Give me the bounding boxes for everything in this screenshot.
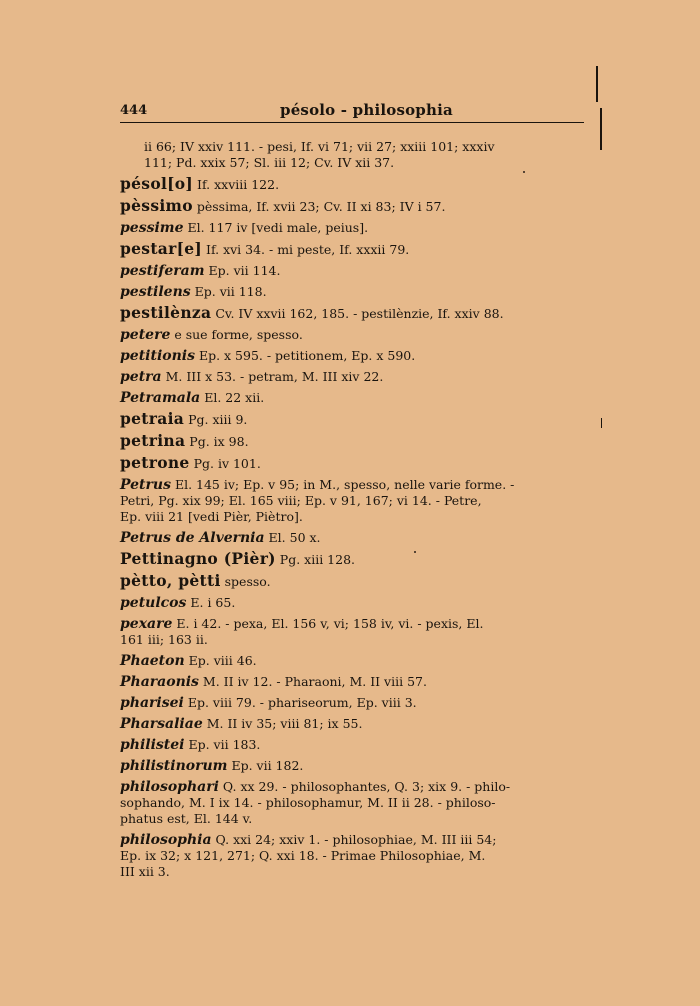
entry-text: Pg. ix 98. <box>185 434 249 449</box>
entry-text: Ep. viii 79. - phariseorum, Ep. viii 3. <box>183 695 417 710</box>
entry-line: Ep. viii 21 [vedi Pièr, Piètro]. <box>120 509 303 524</box>
entry-line <box>120 284 588 300</box>
entry-line <box>120 220 588 236</box>
headword: Pharsaliae <box>120 716 203 732</box>
headword: pésol[o] <box>120 174 194 193</box>
entry-line: Petri, Pg. xix 99; El. 165 viii; Ep. v 91, 167; vi 14. - Petre, <box>120 493 482 508</box>
headword: petitionis <box>120 348 195 364</box>
entry-petrina <box>120 433 588 450</box>
headword: philosophia <box>120 832 212 848</box>
page-header <box>120 100 584 123</box>
entry-pharsaliae <box>120 716 588 732</box>
headword: Petramala <box>120 390 201 406</box>
headword: philistei <box>120 737 185 753</box>
page-number: 444 <box>120 103 148 118</box>
entry-line: sophando, M. I ix 14. - philosophamur, M. II ii 28. - philoso- <box>120 795 496 810</box>
entry-pexare <box>120 616 588 648</box>
entry-line <box>120 571 588 590</box>
entry-line <box>120 348 588 364</box>
headword: pèssimo <box>120 196 193 215</box>
entry-text: M. II iv 35; viii 81; ix 55. <box>202 716 363 731</box>
headword: pestilens <box>120 284 191 300</box>
headword: pètto, pètti <box>120 571 221 590</box>
entry-line <box>120 196 588 215</box>
headword: pestiferam <box>120 263 205 279</box>
entry-petrus-alvernia <box>120 530 588 546</box>
entry-text: Ep. vii 118. <box>190 284 267 299</box>
entry-text: M. II iv 12. - Pharaoni, M. II viii 57. <box>198 674 427 689</box>
entry-phaeton <box>120 653 588 669</box>
entry-line <box>120 263 588 279</box>
entry-line <box>120 716 588 732</box>
entry-pessime <box>120 220 588 236</box>
entry-petraia <box>120 411 588 428</box>
entry-line: 111; Pd. xxix 57; Sl. iii 12; Cv. IV xii 37. <box>144 155 395 170</box>
entry-line <box>120 779 588 795</box>
entry-line <box>120 758 588 774</box>
entry-pestilens <box>120 284 588 300</box>
entry-petitionis <box>120 348 588 364</box>
entry-philistinorum <box>120 758 588 774</box>
entry-pestilenza <box>120 305 588 322</box>
entry-text: E. i 65. <box>186 595 236 610</box>
margin-mark-side <box>600 108 602 150</box>
entry-petramala <box>120 390 588 406</box>
entry-text: e sue forme, spesso. <box>170 327 303 342</box>
headword: petraia <box>120 409 185 428</box>
entry-text: Ep. x 595. - petitionem, Ep. x 590. <box>194 348 416 363</box>
headword: pessime <box>120 220 184 236</box>
running-title: pésolo - philosophia <box>280 101 453 119</box>
entry-petto <box>120 573 588 590</box>
entry-pesol <box>120 176 588 193</box>
entry-text: El. 145 iv; Ep. v 95; in M., spesso, nelle varie forme. - <box>170 477 515 492</box>
entry-text: El. 50 x. <box>264 530 321 545</box>
entry-philistei <box>120 737 588 753</box>
entry-text: Ep. viii 46. <box>184 653 257 668</box>
entry-line <box>120 369 588 385</box>
entry-text: E. i 42. - pexa, El. 156 v, vi; 158 iv, vi. - pexis, El. <box>172 616 484 631</box>
entry-text: Cv. IV xxvii 162, 185. - pestilènzie, If. xxiv 88. <box>211 306 504 321</box>
entry-line <box>120 832 588 848</box>
entry-pessimo <box>120 198 588 215</box>
entry-text: Ep. vii 183. <box>184 737 261 752</box>
entry-line <box>120 239 588 258</box>
entry-philosophia <box>120 832 588 880</box>
margin-tick <box>601 418 602 428</box>
entry-pharisei <box>120 695 588 711</box>
entry-petulcos <box>120 595 588 611</box>
entry-pharaonis <box>120 674 588 690</box>
entry-petrus <box>120 477 588 525</box>
entry-text: Pg. iv 101. <box>189 456 261 471</box>
entry-line <box>120 674 588 690</box>
entry-text: El. 22 xii. <box>200 390 265 405</box>
headword: Petrus de Alvernia <box>120 530 265 546</box>
headword: philosophari <box>120 779 219 795</box>
entry-text: Ep. vii 114. <box>204 263 281 278</box>
headword: petra <box>120 369 162 385</box>
entry-pestiferam <box>120 263 588 279</box>
entry-line: phatus est, El. 144 v. <box>120 811 253 826</box>
entry-text: M. III x 53. - petram, M. III xiv 22. <box>161 369 384 384</box>
entry-text: If. xxviii 122. <box>193 177 280 192</box>
headword: Petrus <box>120 477 171 493</box>
entry-line <box>120 409 588 428</box>
entry-line <box>120 303 588 322</box>
entry-petere <box>120 327 588 343</box>
entry-line <box>120 174 588 193</box>
entry-philosophari <box>120 779 588 827</box>
entry-text: Pg. xiii 128. <box>275 552 355 567</box>
headword: pexare <box>120 616 173 632</box>
entry-text: Ep. vii 182. <box>227 758 304 773</box>
headword: pestar[e] <box>120 239 203 258</box>
entry-pettinagno <box>120 551 588 568</box>
entry-text: Q. xx 29. - philosophantes, Q. 3; xix 9. - philo- <box>218 779 511 794</box>
headword: petulcos <box>120 595 187 611</box>
headword: petere <box>120 327 171 343</box>
entry-cont-top <box>120 139 588 171</box>
headword: petrina <box>120 431 186 450</box>
entry-line <box>120 653 588 669</box>
entry-petra <box>120 369 588 385</box>
entry-line <box>120 737 588 753</box>
headword: philistinorum <box>120 758 228 774</box>
headword: pestilènza <box>120 303 212 322</box>
entry-line: 161 iii; 163 ii. <box>120 632 208 647</box>
entry-text: If. xvi 34. - mi peste, If. xxxii 79. <box>202 242 410 257</box>
entry-line: III xii 3. <box>120 864 170 879</box>
headword: Pharaonis <box>120 674 199 690</box>
entry-line <box>120 390 588 406</box>
entry-text: pèssima, If. xvii 23; Cv. II xi 83; IV i 57. <box>192 199 446 214</box>
headword: petrone <box>120 453 190 472</box>
margin-mark-top <box>596 66 598 102</box>
entry-line <box>120 327 588 343</box>
headword: Phaeton <box>120 653 185 669</box>
entry-text: Pg. xiii 9. <box>184 412 248 427</box>
entry-text: Q. xxi 24; xxiv 1. - philosophiae, M. III iii 54; <box>211 832 497 847</box>
entry-line <box>120 530 588 546</box>
entry-text: El. 117 iv [vedi male, peius]. <box>183 220 369 235</box>
entry-line <box>120 695 588 711</box>
headword: pharisei <box>120 695 184 711</box>
headword: Pettinagno (Pièr) <box>120 549 276 568</box>
entry-pestare <box>120 241 588 258</box>
entry-text: spesso. <box>220 574 271 589</box>
dictionary-entries <box>120 139 588 885</box>
entry-line <box>120 595 588 611</box>
entry-line <box>120 453 588 472</box>
entry-line <box>120 477 588 493</box>
entry-line <box>120 616 588 632</box>
entry-petrone <box>120 455 588 472</box>
entry-line <box>120 431 588 450</box>
entry-line: Ep. ix 32; x 121, 271; Q. xxi 18. - Primae Philosophiae, M. <box>120 848 486 863</box>
entry-line <box>120 549 588 568</box>
entry-line: ii 66; IV xxiv 111. - pesi, If. vi 71; vii 27; xxiii 101; xxxiv <box>144 139 495 154</box>
